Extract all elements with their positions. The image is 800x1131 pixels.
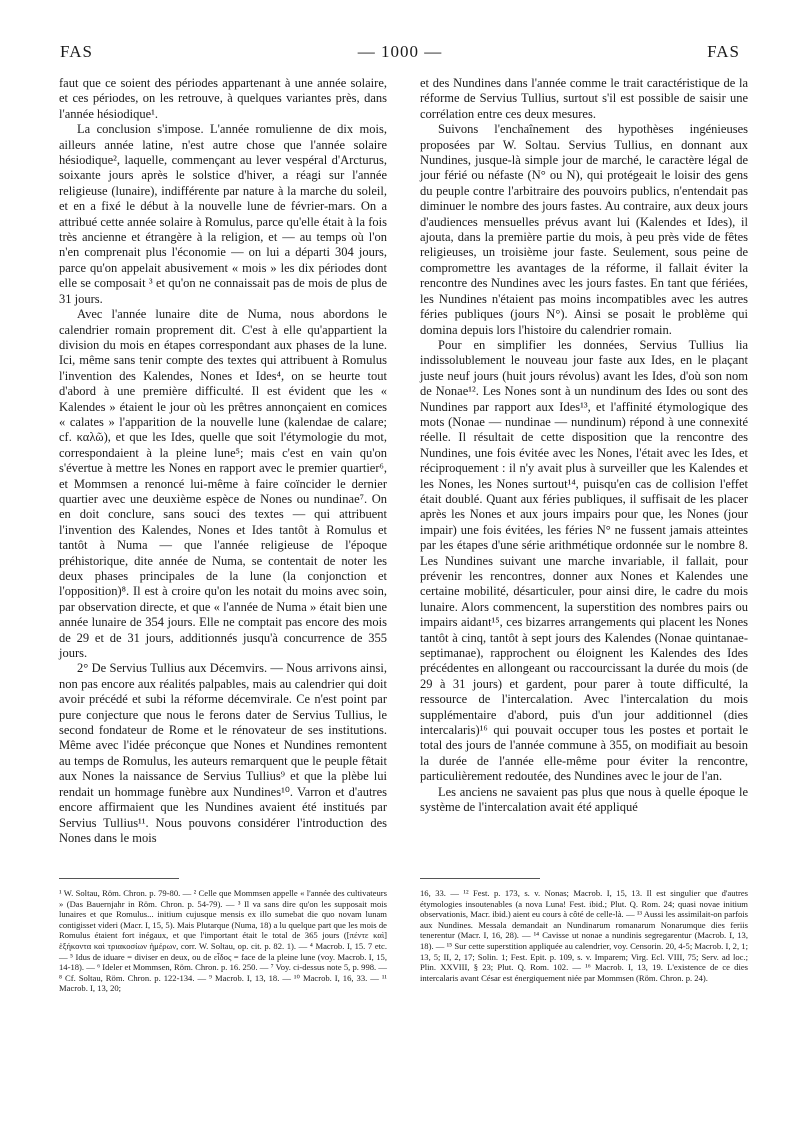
header-left-keyword: FAS xyxy=(60,42,93,61)
paragraph: 2° De Servius Tullius aux Décemvirs. — Nous arrivons ainsi, non pas encore aux réalités palpables, mais au calendrier qui doit avoir précédé et subi la réforme décemvirale. Ce n'est point par pure conjecture que nous le ferons dater de Servius Tullius, le second fondateur de Rome et le rénovateur de ses institutions. Même avec l'idée préconçue que Nones et Nundines remontent au temps de Romulus, les auteurs remarquent que le peuple fêtait aux Nones la naissance de Servius Tullius⁹ et que la plèbe lui rendait un hommage funèbre aux Nundines¹⁰. Varron et d'autres encore affirmaient que les Nundines avaient été institués par Servius Tullius¹¹. Nous pouvons considérer l'introduction des Nones dans le mois xyxy=(59,661,387,845)
paragraph: La conclusion s'impose. L'année romulienne de dix mois, ailleurs année latine, n'est autre chose que l'année solaire hésiodique², laquelle, commençant au lever vespéral d'Arcturus, soixante jours après le solstice d'hiver, a réagi sur l'année religieuse (lunaire), indifférente par nature à la marche du soleil, et en a fixé le début à la nouvelle lune de février-mars. On a attribué cette année solaire à Romulus, parce qu'elle était à la fois très ancienne et étrangère à la religion, et — au temps où l'on n'en comprenait plus l'économie — on lui a départi 304 jours, parce qu'on appelait abusivement « mois » les dix périodes dont elle se composait ³ et qu'on ne connaissait pas de mois de plus de 31 jours. xyxy=(59,122,387,306)
left-column xyxy=(59,76,387,846)
paragraph: Suivons l'enchaînement des hypothèses ingénieuses proposées par W. Soltau. Servius Tullius, en donnant aux Nundines, jusque-là simple jour de marché, le caractère légal de jour férié ou néfaste (N° ou N), qui protégeait le loisir des gens du peuple contre l'arbitraire des pouvoirs publics, n'entendait pas diminuer le nombre des jours fastes. Au contraire, aux deux jours d'audiences mensuelles prévus avant lui (Kalendes et Ides), il ajouta, dans la première partie du mois, à peu près vide de fêtes religieuses, un troisième jour faste. Seulement, sous peine de compromettre les avantages de la réforme, il fallait éviter la rencontre des Nundines avec les jours fastes. En tant que fériées, les Nundines n'étaient pas moins incompatibles avec les autres féries publiques (jours N°). Ainsi se posait le problème qui domina depuis lors l'histoire du calendrier romain. xyxy=(420,122,748,337)
paragraph: et des Nundines dans l'année comme le trait caractéristique de la réforme de Servius Tullius, surtout s'il est possible de saisir une corrélation entre ces deux mesures. xyxy=(420,76,748,121)
header-right-keyword: FAS xyxy=(707,42,740,61)
footnote-divider xyxy=(420,878,540,879)
paragraph: Avec l'année lunaire dite de Numa, nous abordons le calendrier romain proprement dit. C'est à elle qu'appartient la division du mois en étapes correspondant aux phases de la lune. Ici, même sans tenir compte des textes qui attribuent à Romulus l'invention des Kalendes, Nones et Ides⁴, on se heurte tout d'abord à une première difficulté. Il est évident que les « Kalendes » étaient le jour où les prêtres annonçaient en comices « calates » l'apparition de la nouvelle lune (kalendae de calare; cf. καλῶ), et que les Ides, quelle que soit l'étymologie du mot, correspondaient à la pleine lune⁵; mais c'est en vain qu'on s'évertue à mettre les Nones en rapport avec le premier quartier⁶, et Mommsen a renoncé lui-même à faire coïncider le dernier quartier avec une deuxième espèce de Nones ou nundinae⁷. On en doit conclure, sans souci des textes — qui attribuent l'invention des Kalendes, Nones et Ides tantôt à Romulus et tantôt à Numa — que l'année religieuse de l'époque préhistorique, dite année de Numa, se contentait de noter les deux phases principales de la lune (la conjonction et l'opposition)⁸. Il est à croire qu'on les notait du moins avec soin, par observation directe, et que « l'année de Numa » était bien une année lunaire de 354 jours. Elle ne comptait pas encore des mois de 29 et de 31 jours, additionnés jusqu'à concurrence de 355 jours. xyxy=(59,307,387,661)
running-header xyxy=(60,42,740,70)
footnote-divider xyxy=(59,878,179,879)
footnotes-left: ¹ W. Soltau, Röm. Chron. p. 79-80. — ² Celle que Mommsen appelle « l'année des cultivateurs » (Das Bauernjahr in Röm. Chron. p. 54-79). — ³ Il va sans dire qu'on les supposait mois lunaires et que Romulus... initium cujusque mensis ex illo sumebat die quo novam lunam contigisset videri (Macr. I, 15, 5). Mais Plutarque (Numa, 18) a lu quelque part que les mois de Romulus étaient fort inégaux, et que l'important était le total de 365 jours ([πέντε καὶ] ἑξήκοντα καὶ τριακοσίων ἡμέρων, corr. W. Soltau, op. cit. p. 82. 1). — ⁴ Macrob. I, 15. 7 etc. — ⁵ Idus de iduare = diviser en deux, ou de εἶδος = face de la pleine lune (voy. Macrob. I, 15, 14-18). — ⁶ Ideler et Mommsen, Röm. Chron. p. 16. 250. — ⁷ Voy. ci-dessus note 5, p. 998. — ⁸ Cf. Soltau, Röm. Chron. p. 122-134. — ⁹ Macrob. I, 13, 18. — ¹⁰ Macrob. I, 16, 33. — ¹¹ Macrob. I, 13, 20; xyxy=(59,888,387,994)
footnotes-right: 16, 33. — ¹² Fest. p. 173, s. v. Nonas; Macrob. I, 15, 13. Il est singulier que d'autres étymologies insoutenables (a nova Luna! Fest. ibid.; Plut. Q. Rom. 24; quasi novae initium observationis, Macr. ibid.) aient eu cours à côté de celle-là. — ¹³ Aussi les assimilait-on parfois aux Nundines. Messala demandait an Nundinarum romanarum Nonarumque dies feriis tenerentur (Macr. I, 16, 28). — ¹⁴ Cavisse ut nonae a nundinis segregarentur (Macrob. I, 13, 18). — ¹⁵ Sur cette superstition appliquée au calendrier, voy. Censorin. 20, 4-5; Macrob. I, 2, 1; 13, 5; II, 2, 17; Solin. 1; Fest. Epit. p. 109, s. v. Imparem; Virg. Ecl. VIII, 75; Serv. ad loc.; Plin. XXVIII, § 23; Plut. Q. Rom. 102. — ¹⁶ Macrob. I, 13, 19. L'existence de ce dies intercalaris avant César est énergiquement niée par Mommsen (Röm. Chron. p. 24). xyxy=(420,888,748,983)
paragraph: Les anciens ne savaient pas plus que nous à quelle époque le système de l'intercalation avait été appliqué xyxy=(420,784,748,815)
paragraph: faut que ce soient des périodes appartenant à une année solaire, et ces périodes, on les retrouve, à quelques variantes près, dans l'année hésiodique¹. xyxy=(59,76,387,121)
paragraph: Pour en simplifier les données, Servius Tullius lia indissolublement le nouveau jour faste aux Ides, en le plaçant juste neuf jours (huit jours révolus) avant les Ides, d'où son nom de Nonae¹². Les Nones sont à un nundinum des Ides ou sont des Nundines par rapport aux Ides¹³, et l'affinité étymologique des mots (Nonae — nundinae — nundinum) répond à une connexité réelle. Il résultait de cette disposition que la rencontre des Nundines, une fois évitée avec les Nones, l'était avec les Ides, et réciproquement : il n'y avait plus à surveiller que les Kalendes et les Nones, les Nones surtout¹⁴, puisqu'en cas de collision l'effet était doublé. Quant aux féries publiques, il suffisait de les placer après les Nones et aux jours impairs pour que, les Nones (jour impair) une fois évitées, les féries N° ne fussent jamais atteintes par les étapes d'une série arithmétique ordonnée sur le nombre 8. Les Nundines suivant une marche invariable, il fallait, pour prévenir les rencontres, donner aux Nones et Kalendes une certaine mobilité, désarticuler, pour ainsi dire, le cadre du mois lunaire. Alors commencent, la superstition des nombres pairs ou impairs aidant¹⁵, ces bizarres arrangements qui placent les Nones tantôt à cinq, tantôt à sept jours des Kalendes (Nonae quintanae-septimanae), rapprochent ou éloignent les Kalendes des Ides précédentes en allongeant ou raccourcissant la durée du mois (de 29 à 31 jours) et gardent, pour parer à toute difficulté, la ressource de l'intercalation. Avec l'intercalation du mois supplémentaire d'abord, puis d'un jour additionnel (dies intercalaris)¹⁶ qui pouvait occuper tous les postes et portait le total des jours de l'année commune à 355, on modifiait au besoin la durée de l'année elle-même pour éviter la rencontre, particulièrement redoutée, des Nundines avec le jour de l'an. xyxy=(420,337,748,784)
right-column xyxy=(420,76,748,816)
page-number: — 1000 — xyxy=(357,42,443,61)
